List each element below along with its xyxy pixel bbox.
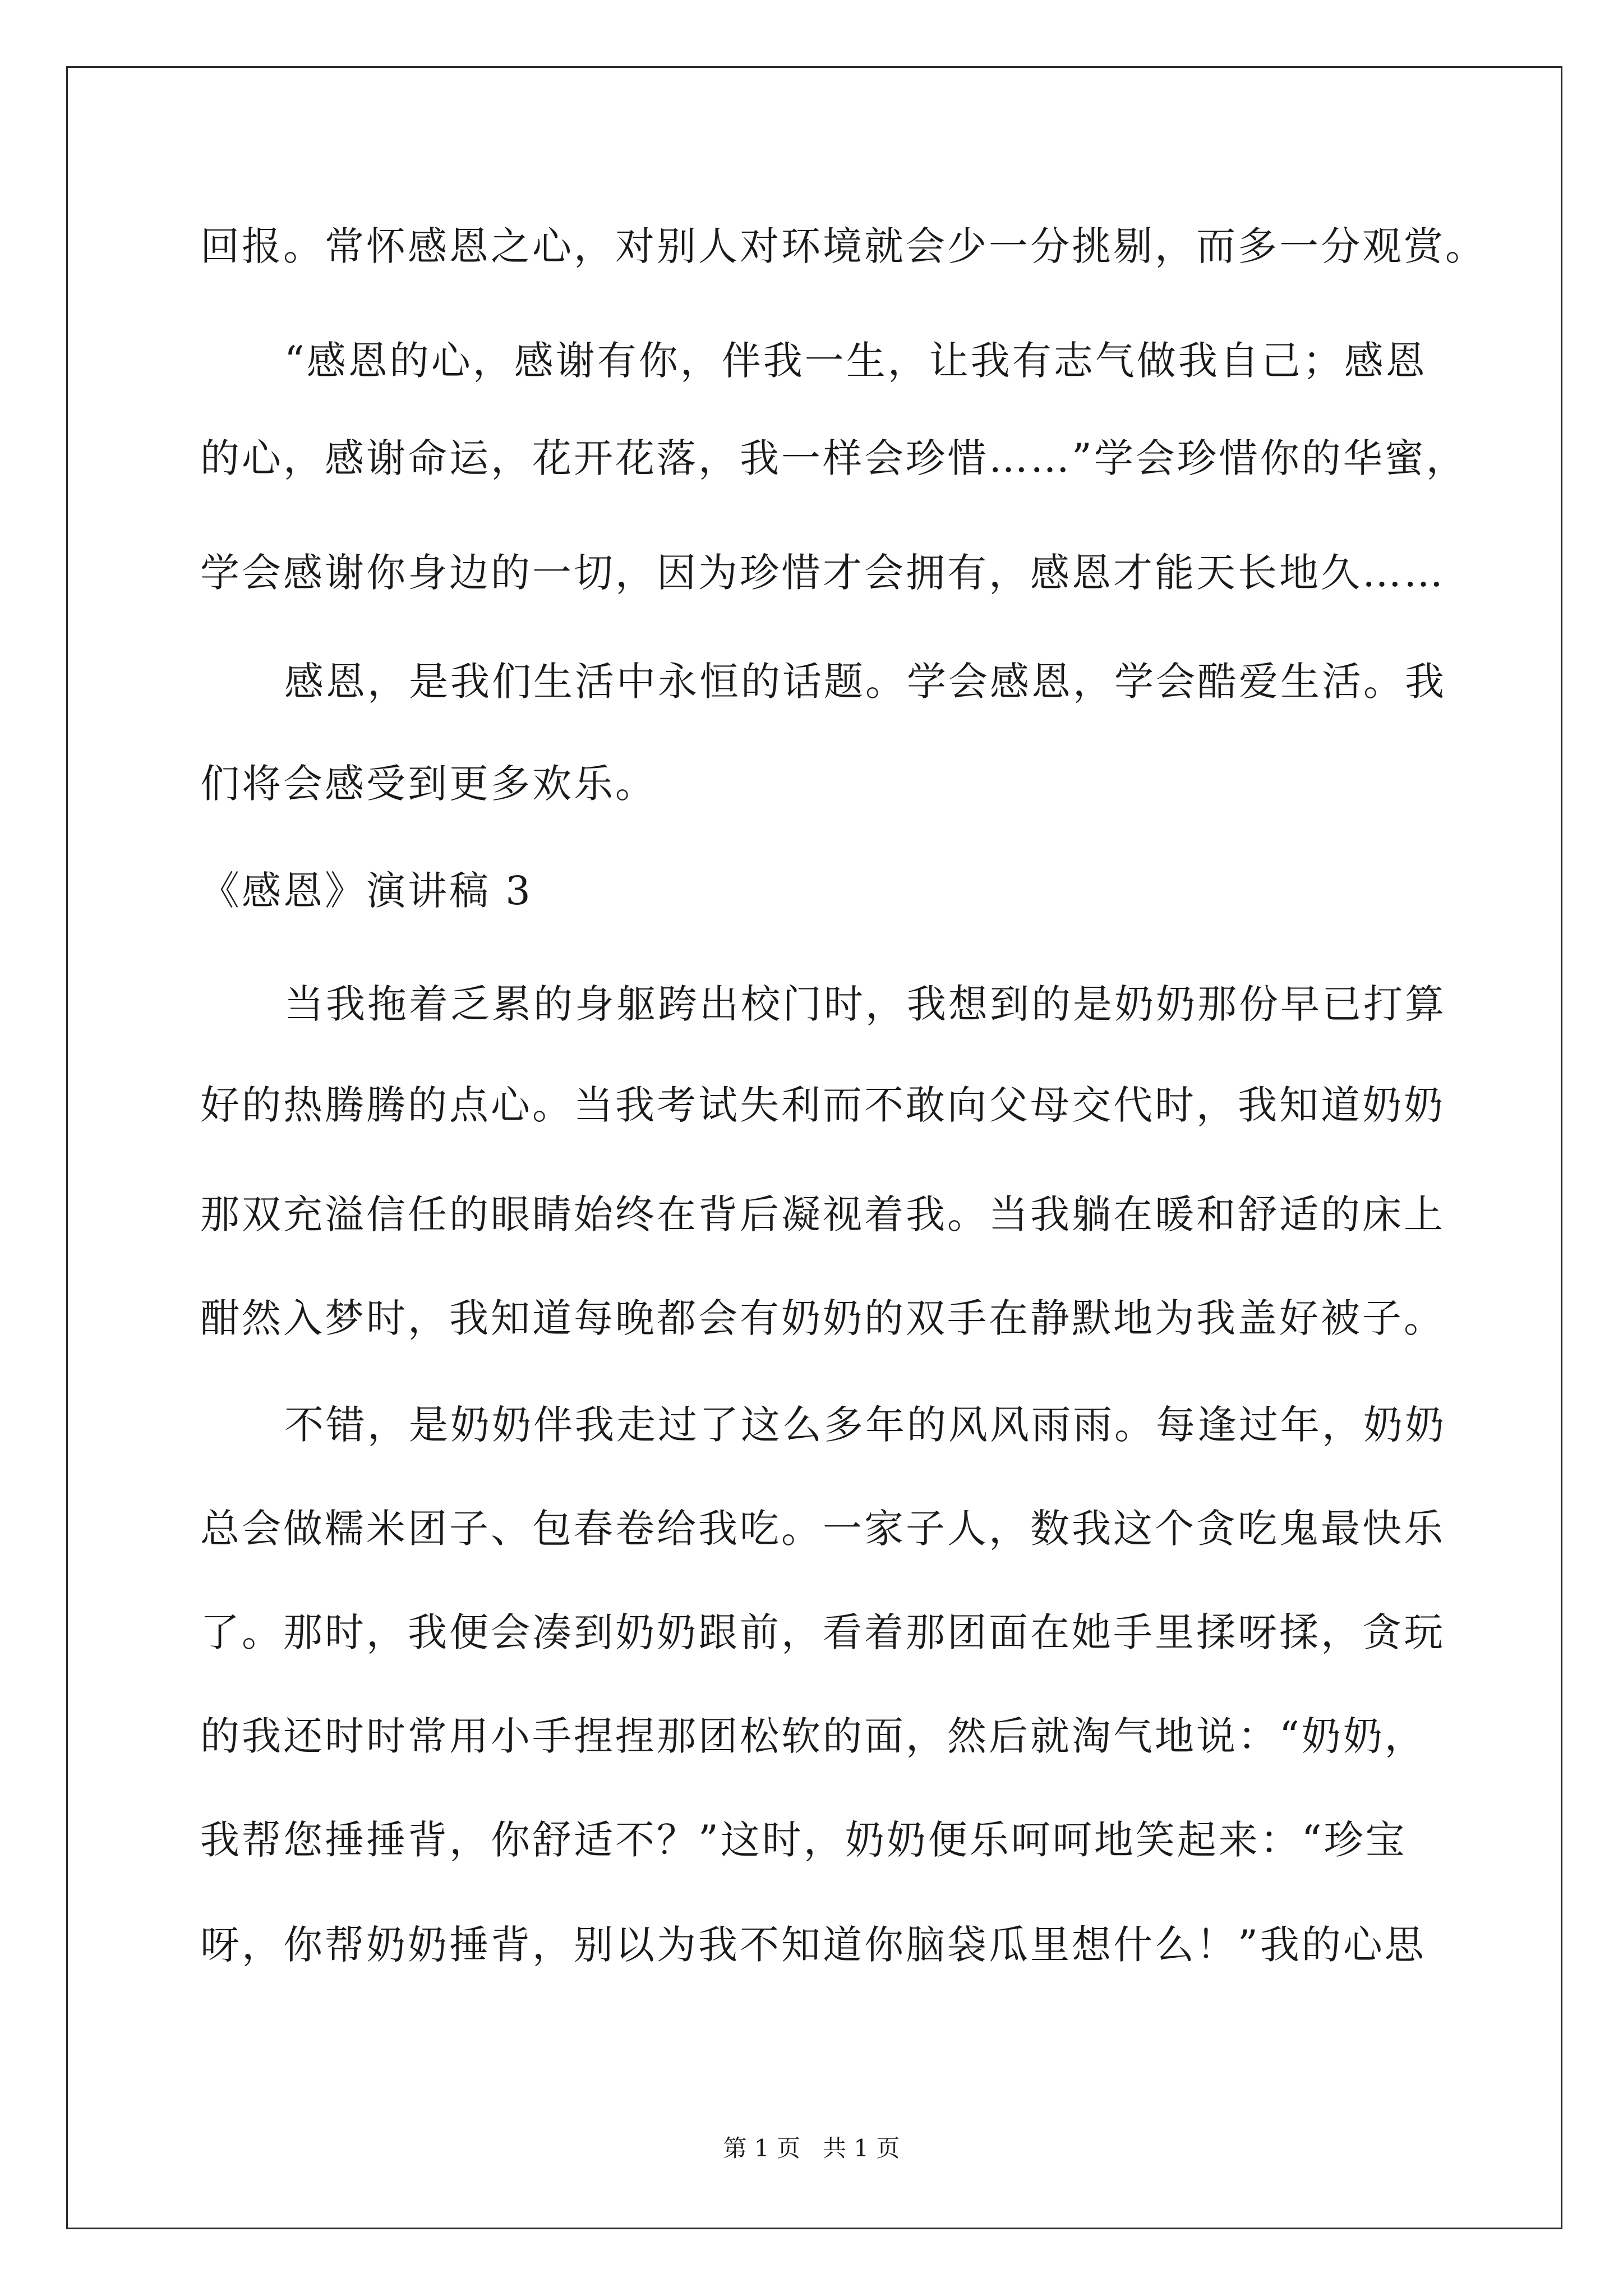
body-line: 感恩，是我们生活中永恒的话题。学会感恩，学会酷爱生活。我 — [284, 659, 1446, 705]
body-line: 当我拖着乏累的身躯跨出校门时，我想到的是奶奶那份早已打算 — [284, 981, 1446, 1027]
page-footer — [0, 2132, 1623, 2165]
page-number-current: 第 1 页 — [723, 2134, 800, 2162]
body-line: 们将会感受到更多欢乐。 — [200, 761, 657, 807]
body-line: 呀，你帮奶奶捶背，别以为我不知道你脑袋瓜里想什么！”我的心思 — [200, 1922, 1426, 1968]
body-line: 不错，是奶奶伴我走过了这么多年的风风雨雨。每逢过年，奶奶 — [284, 1402, 1446, 1448]
body-line: 好的热腾腾的点心。当我考试失利而不敢向父母交代时，我知道奶奶 — [200, 1082, 1445, 1128]
body-line: 回报。常怀感恩之心，对别人对环境就会少一分挑剔，而多一分观赏。 — [200, 223, 1487, 269]
page-border — [66, 66, 1562, 2229]
body-line: 学会感谢你身边的一切，因为珍惜才会拥有，感恩才能天长地久…… — [200, 550, 1445, 596]
body-line: 的我还时时常用小手捏捏那团松软的面，然后就淘气地说：“奶奶， — [200, 1713, 1426, 1759]
body-line: 总会做糯米团子、包春卷给我吃。一家子人，数我这个贪吃鬼最快乐 — [200, 1506, 1445, 1552]
body-line: 我帮您捶捶背，你舒适不？”这时，奶奶便乐呵呵地笑起来：“珍宝 — [200, 1817, 1407, 1863]
page-number-total: 共 1 页 — [823, 2134, 900, 2162]
body-line: 的心，感谢命运，花开花落，我一样会珍惜……”学会珍惜你的华蜜， — [200, 435, 1468, 481]
body-line: “感恩的心，感谢有你，伴我一生，让我有志气做我自己；感恩 — [284, 338, 1427, 384]
section-heading: 《感恩》演讲稿 3 — [200, 868, 533, 914]
body-line: 那双充溢信任的眼睛始终在背后凝视着我。当我躺在暖和舒适的床上 — [200, 1191, 1445, 1237]
body-line: 酣然入梦时，我知道每晚都会有奶奶的双手在静默地为我盖好被子。 — [200, 1295, 1445, 1341]
body-line: 了。那时，我便会凑到奶奶跟前，看着那团面在她手里揉呀揉，贪玩 — [200, 1609, 1445, 1655]
